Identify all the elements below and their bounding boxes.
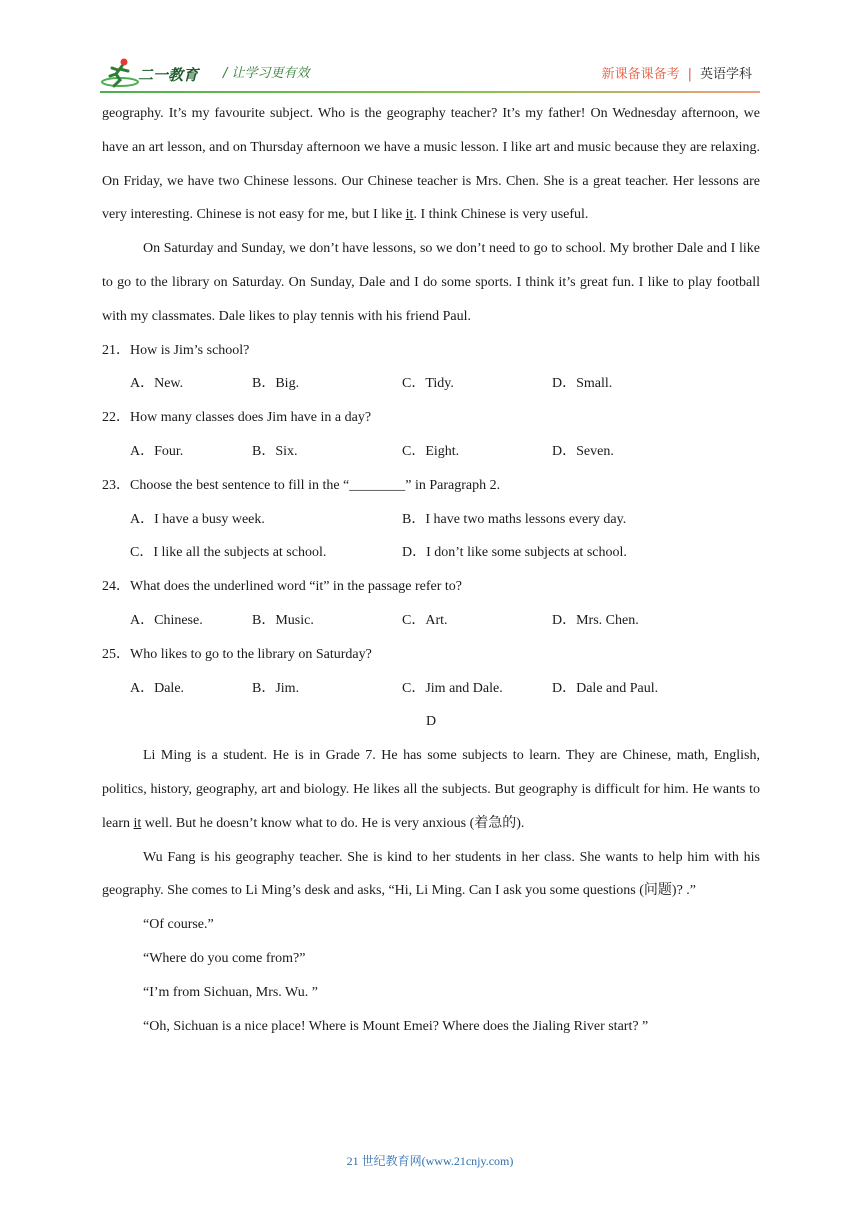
header-right	[602, 63, 752, 82]
passage-d-p1-text: Li Ming is a student. He is in Grade 7. He has some subjects to learn. They are Chinese, math, English, politics, history, geography, art and biology. He likes all the subjects. But geography is difficult for him. He wants to learn	[102, 748, 760, 831]
question-24: 24．What does the underlined word “it” in the passage refer to?	[102, 579, 462, 595]
passage-c-p1-text: geography. It’s my favourite subject. Who is the geography teacher? It’s my father! On Wednesday afternoon, we have an art lesson, and on Thursday afternoon we have a music lesson. I like art and music because they are relaxing. On Friday, we have two Chinese lessons. Our Chinese teacher is Mrs. Chen. She is a great teacher. Her lessons are very interesting. Chinese is not easy for me, but I like	[102, 106, 760, 223]
header-course-label: 新课备课备考	[601, 67, 680, 82]
page-header	[100, 56, 760, 90]
option: A．Chinese.	[130, 612, 203, 628]
dialogue-line: “I’m from Sichuan, Mrs. Wu. ”	[143, 984, 318, 1000]
question-25: 25．Who likes to go to the library on Saturday?	[102, 646, 372, 662]
option: A．Four.	[130, 443, 184, 459]
passage-d-paragraph-1	[102, 739, 760, 840]
runner-logo-icon	[100, 56, 140, 90]
page-footer: 21 世纪教育网(www.21cnjy.com)	[346, 1154, 514, 1168]
header-divider	[100, 91, 760, 93]
option: A．New.	[130, 376, 184, 392]
option: B．Big.	[252, 376, 300, 392]
logo-text: 二一教育	[138, 66, 199, 84]
option: C．Eight.	[402, 443, 460, 459]
option: C．I like all the subjects at school.	[130, 545, 327, 561]
option: C．Art.	[402, 612, 448, 628]
passage-c-p2-text: On Saturday and Sunday, we don’t have lessons, so we don’t need to go to school. My brother Dale and I like to go to the library on Saturday. On Sunday, Dale and I do some sports. I think it’s great fun. I like to play football with my classmates. Dale likes to play tennis with his friend Paul.	[102, 241, 760, 324]
dialogue-line: “Oh, Sichuan is a nice place! Where is Mount Emei? Where does the Jialing River start? ”	[143, 1018, 649, 1034]
question-21: 21．How is Jim’s school?	[102, 342, 250, 358]
header-separator: |	[687, 67, 692, 82]
option: B．Music.	[252, 612, 314, 628]
underlined-word: it	[133, 815, 142, 831]
passage-d-paragraph-2	[102, 841, 760, 909]
logo	[100, 56, 210, 90]
passage-c-p1-tail: . I think Chinese is very useful.	[413, 207, 589, 223]
passage-c-paragraph-1	[102, 97, 760, 232]
option: D．I don’t like some subjects at school.	[402, 545, 627, 561]
question-23: 23．Choose the best sentence to fill in the “________” in Paragraph 2.	[102, 477, 501, 493]
option: C．Jim and Dale.	[402, 680, 503, 696]
dialogue-line: “Where do you come from?”	[143, 950, 306, 966]
underlined-word: it	[405, 207, 414, 223]
header-subject-label: 英语学科	[699, 67, 752, 82]
question-22-options	[102, 435, 760, 469]
option: B．I have two maths lessons every day.	[402, 511, 627, 527]
option: A．I have a busy week.	[130, 511, 265, 527]
option: C．Tidy.	[402, 376, 454, 392]
option: A．Dale.	[130, 680, 185, 696]
passage-d-p1-tail: well. But he doesn’t know what to do. He is very anxious (着急的).	[144, 815, 525, 831]
dialogue-line: “Of course.”	[143, 917, 214, 933]
passage-d-p2-text: Wu Fang is his geography teacher. She is kind to her students in her class. She wants to help him with his geography. She comes to Li Ming’s desk and asks, “Hi, Li Ming. Can I ask you some questions (问题)? .”	[102, 849, 760, 899]
question-21-options	[102, 367, 760, 401]
question-23-options-row-1	[102, 503, 760, 537]
passage-c-paragraph-2	[102, 232, 760, 333]
section-d-heading: D	[425, 714, 437, 730]
option: B．Jim.	[252, 680, 300, 696]
question-25-options	[102, 672, 760, 706]
header-slogan: / 让学习更有效	[223, 66, 310, 81]
option: D．Seven.	[552, 443, 614, 459]
option: D．Mrs. Chen.	[552, 612, 639, 628]
option: D．Small.	[552, 376, 613, 392]
question-24-options	[102, 604, 760, 638]
question-23-options-row-2	[102, 536, 760, 570]
option: B．Six.	[252, 443, 298, 459]
question-22: 22．How many classes does Jim have in a day?	[102, 410, 372, 426]
option: D．Dale and Paul.	[552, 680, 659, 696]
dialogue	[102, 908, 760, 1043]
document-body	[102, 97, 760, 1043]
